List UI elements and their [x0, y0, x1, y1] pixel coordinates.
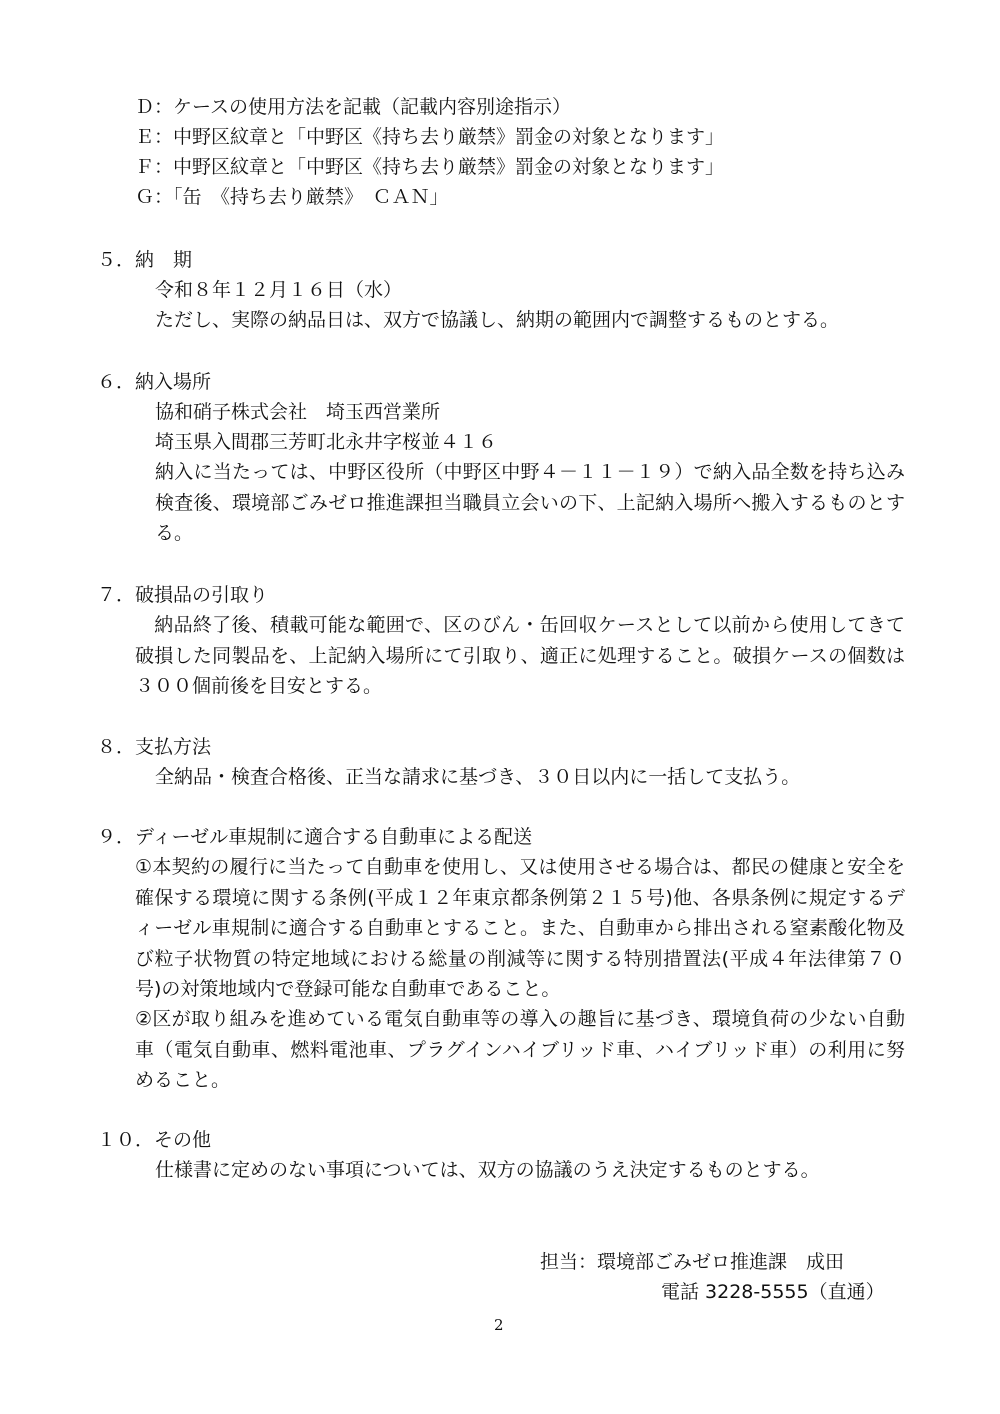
- vehicle-item-2: ②区が取り組みを進めている電気自動車等の導入の趣旨に基づき、環境負荷の少ない自動車（電気自動車、燃料電池車、プラグインハイブリッド車、ハイブリッド車）の利用に努めること。: [135, 1008, 905, 1092]
- delivery-company: 協和硝子株式会社 埼玉西営業所: [155, 401, 441, 423]
- delivery-note: ただし、実際の納品日は、双方で協議し、納期の範囲内で調整するものとする。: [155, 309, 840, 331]
- vehicle-item-1: ①本契約の履行に当たって自動車を使用し、又は使用させる場合は、都民の健康と安全を確保する環境に関する条例(平成１２年東京都条例第２１５号)他、各県条例に規定するディーゼル車規制に適合する自動車とすること。また、自動車から排出される窒素酸化物及び粒子状物質の特定地域における総量の削減等に関する特別措置法(平成４年法律第７０号)の対策地域内で登録可能な自動車であること。: [135, 856, 905, 1001]
- damaged-goods-body: 納品終了後、積載可能な範囲で、区のびん・缶回収ケースとして以前から使用してきて破損した同製品を、上記納入場所にて引取り、適正に処理すること。破損ケースの個数は３００個前後を目安とする。: [135, 614, 905, 698]
- section-7-heading: ７．破損品の引取り: [97, 584, 269, 606]
- section-8-heading: ８．支払方法: [97, 736, 212, 758]
- delivery-instructions: 納入に当たっては、中野区役所（中野区中野４－１１－１９）で納入品全数を持ち込み検査後、環境部ごみゼロ推進課担当職員立会いの下、上記納入場所へ搬入するものとする。: [155, 461, 905, 545]
- list-item-d: Ｄ：ケースの使用方法を記載（記載内容別途指示）: [135, 96, 572, 118]
- list-item-f: Ｆ：中野区紋章と「中野区《持ち去り厳禁》罰金の対象となります」: [135, 156, 725, 178]
- delivery-address: 埼玉県入間郡三芳町北永井字桜並４１６: [155, 431, 498, 453]
- payment-body: 全納品・検査合格後、正当な請求に基づき、３０日以内に一括して支払う。: [155, 766, 801, 788]
- contact-phone: 電話 3228-5555（直通）: [661, 1281, 885, 1303]
- list-item-e: Ｅ：中野区紋章と「中野区《持ち去り厳禁》罰金の対象となります」: [135, 126, 725, 148]
- section-5-heading: ５．納 期: [97, 249, 193, 271]
- delivery-date: 令和８年１２月１６日（水）: [155, 279, 403, 301]
- list-item-g: Ｇ：「缶 《持ち去り厳禁》 ＣＡＮ」: [135, 186, 449, 208]
- contact-person: 担当：環境部ごみゼロ推進課 成田: [540, 1251, 845, 1273]
- section-9-heading: ９．ディーゼル車規制に適合する自動車による配送: [97, 826, 533, 848]
- page-number: 2: [494, 1316, 504, 1334]
- other-body: 仕様書に定めのない事項については、双方の協議のうえ決定するものとする。: [155, 1159, 820, 1181]
- section-10-heading: １０．その他: [97, 1129, 212, 1151]
- section-6-heading: ６．納入場所: [97, 371, 212, 393]
